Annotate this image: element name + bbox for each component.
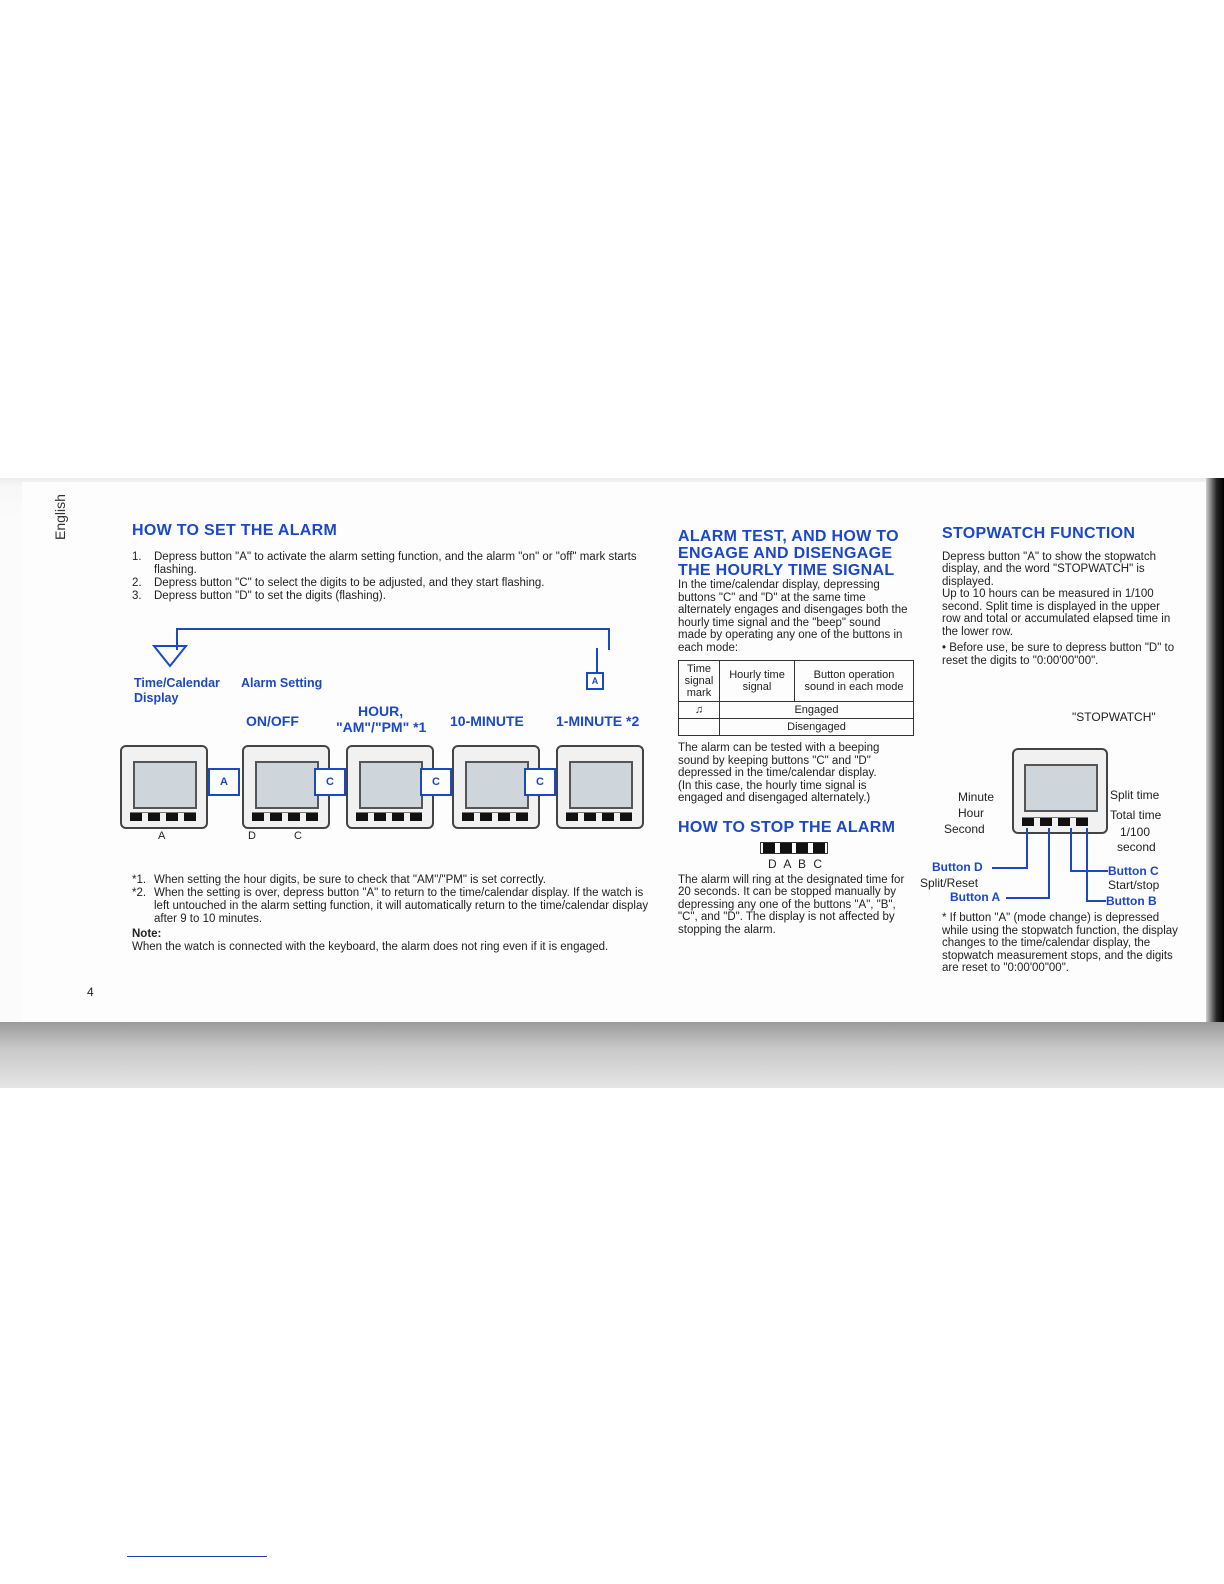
leader-line [992, 867, 1026, 869]
label-time-calendar: Time/Calendar [134, 676, 220, 690]
table-header: Button operation sound in each mode [795, 661, 914, 702]
label-start-stop: Start/stop [1108, 878, 1160, 892]
alarm-test-section [678, 528, 912, 936]
watch-buttons [252, 812, 318, 823]
button-c-arrow: C [314, 768, 346, 796]
label-button-d: Button D [932, 860, 983, 874]
label-button-a: Button A [950, 890, 1001, 904]
label-ampm: "AM"/"PM" *1 [336, 719, 427, 735]
label-button-c: Button C [1108, 864, 1159, 878]
button-row-diagram [678, 836, 912, 874]
footnote-2: *2. When the setting is over, depress button "A" to return to the time/calendar display. If the watch is left untouched in the alarm setting function, it will automatically return to the time/calendar display after 9 to 10 minutes. [132, 887, 649, 925]
leader-line [1070, 828, 1072, 872]
table-cell: Engaged [720, 702, 914, 719]
button-letters: D A B C [768, 856, 825, 871]
language-tab: English [52, 494, 68, 540]
leader-line [1048, 828, 1050, 899]
label-split-time: Split time [1110, 788, 1160, 802]
label-stopwatch-word: "STOPWATCH" [1072, 710, 1156, 724]
button-c-letter: C [294, 830, 302, 842]
watch-screen [359, 761, 423, 809]
watch-screen [465, 761, 529, 809]
label-alarm-setting: Alarm Setting [241, 676, 323, 690]
button-c-arrow: C [524, 768, 556, 796]
table-header: Hourly time signal [720, 661, 795, 702]
stopwatch-intro: Depress button "A" to show the stopwatch display, and the word "STOPWATCH" is displayed. [942, 550, 1157, 588]
label-1-100-second: second [1117, 840, 1156, 854]
label-total-time: Total time [1110, 808, 1162, 822]
page-bottom-shadow [0, 1022, 1224, 1088]
button-d-letter: D [248, 830, 256, 842]
alarm-notes [132, 874, 652, 954]
alarm-steps [132, 551, 652, 603]
flow-arrow-icon [150, 640, 190, 668]
alarm-step: 3. Depress button "D" to set the digits (flashing). [132, 590, 386, 602]
stopwatch-footnote: * If button "A" (mode change) is depressed while using the stopwatch function, the display changes to the time/calendar display, the stopwatch measurement stops, and the digits are reset to "0:00'00"00". [942, 912, 1178, 974]
stop-alarm-text: The alarm will ring at the designated time for 20 seconds. It can be stopped manually by depressing any one of the buttons "A", "B", "C", and "D". The display is not affected by stopping the alarm. [678, 873, 905, 936]
watch-buttons [462, 812, 528, 823]
time-signal-mark-icon: ♫ [679, 702, 720, 719]
table-cell [679, 719, 720, 736]
alarm-test-title: ENGAGE AND DISENGAGE [678, 545, 893, 562]
label-second: Second [944, 822, 985, 836]
watch-screen [133, 761, 197, 809]
button-a-arrow: A [208, 768, 240, 796]
watch-buttons [356, 812, 422, 823]
watch-alarm-1-minute [556, 745, 644, 829]
footer-rule [127, 1556, 267, 1557]
label-10-minute: 10-MINUTE [450, 713, 524, 729]
alarm-section [132, 524, 652, 603]
note-title: Note: [132, 928, 162, 940]
signal-table [678, 660, 914, 736]
alarm-test-text: (In this case, the hourly time signal is engaged and disengaged alternately.) [678, 779, 871, 804]
alarm-title: HOW TO SET THE ALARM [132, 522, 338, 539]
stop-alarm-title: HOW TO STOP THE ALARM [678, 818, 896, 836]
leader-line [1026, 828, 1028, 869]
watch-button-row [760, 842, 828, 854]
label-hour: HOUR, [358, 703, 404, 719]
label-hour: Hour [958, 806, 985, 820]
leader-line [1006, 897, 1050, 899]
leader-line [1086, 828, 1088, 902]
stopwatch-title: STOPWATCH FUNCTION [942, 525, 1136, 542]
label-display: Display [134, 691, 179, 705]
leader-line [1070, 870, 1108, 872]
note-text: When the watch is connected with the keyboard, the alarm does not ring even if it is engaged. [132, 941, 609, 953]
alarm-test-intro: In the time/calendar display, depressing buttons "C" and "D" at the same time alternately engages and disengages both the hourly time signal and the "beep" sound made by operating any one of the buttons in each mode: [678, 579, 908, 654]
flow-return-line [176, 628, 610, 650]
label-1-100: 1/100 [1120, 825, 1151, 839]
alarm-test-title: ALARM TEST, AND HOW TO [678, 528, 899, 545]
alarm-step: 2. Depress button "C" to select the digits to be adjusted, and they start flashing. [132, 577, 545, 589]
watch-time-calendar [120, 745, 208, 829]
button-a-letter: A [158, 830, 166, 842]
watch-buttons [1022, 817, 1088, 828]
watch-screen [1024, 764, 1098, 812]
stopwatch-bullet: • Before use, be sure to depress button "D" to reset the digits to "0:00'00"00". [942, 642, 1175, 667]
page-edge [1206, 478, 1224, 1078]
watch-buttons [566, 812, 632, 823]
leader-line [1086, 900, 1106, 902]
label-onoff: ON/OFF [246, 713, 299, 729]
watch-buttons [130, 812, 196, 823]
watch-screen [255, 761, 319, 809]
flow-return-line [596, 648, 598, 672]
footnote-1: *1. When setting the hour digits, be sure to check that "AM"/"PM" is set correctly. [132, 874, 546, 886]
button-a-marker: A [586, 672, 604, 690]
label-button-b: Button B [1106, 894, 1157, 908]
stopwatch-section [942, 525, 1178, 667]
watch-screen [569, 761, 633, 809]
alarm-test-text: The alarm can be tested with a beeping sound by keeping buttons "C" and "D" depressed in the time/calendar display. [678, 742, 880, 779]
alarm-test-title: THE HOURLY TIME SIGNAL [678, 562, 895, 579]
stopwatch-watch [1012, 748, 1108, 834]
stopwatch-intro: Up to 10 hours can be measured in 1/100 second. Split time is displayed in the upper row and total or accumulated elapsed time in the lower row. [942, 588, 1171, 638]
label-split-reset: Split/Reset [920, 876, 979, 890]
page-number: 4 [87, 985, 94, 999]
table-cell: Disengaged [720, 719, 914, 736]
label-minute: Minute [958, 790, 995, 804]
button-c-arrow: C [420, 768, 452, 796]
table-header: Time signal mark [679, 661, 720, 702]
label-1-minute: 1-MINUTE *2 [556, 713, 640, 729]
alarm-step: 1. Depress button "A" to activate the alarm setting function, and the alarm "on" or "off" mark starts flashing. [132, 551, 637, 576]
